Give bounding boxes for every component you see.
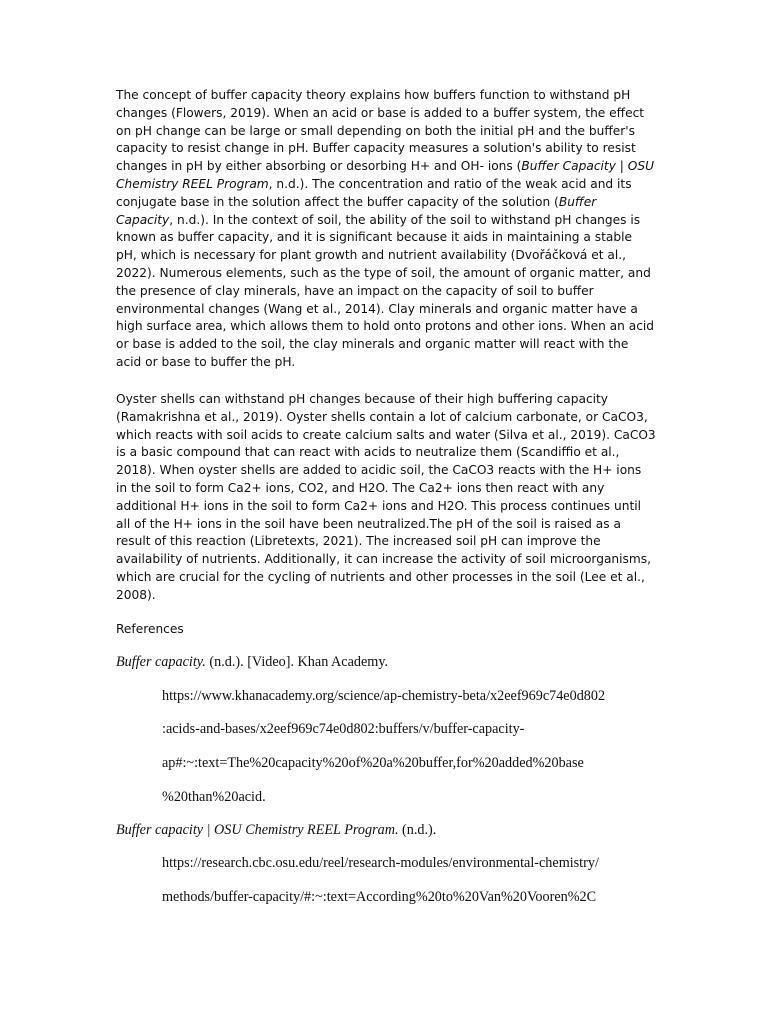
paragraph-text: , n.d.). In the context of soil, the ability of the soil to withstand pH changes is known as buffer capacity, and it is significant because it aids in maintaining a stable pH, which is necessary for plant growth and nutrient availability (Dvořáčková et al., 2022). Numerous elements, such as the type of soil, the amount of organic matter, and the presence of clay minerals, have an impact on the capacity of soil to buffer environmental changes (Wang et al., 2014). Clay minerals and organic matter have a high surface area, which allows them to hold onto protons and other ions. When an acid or base is added to the soil, the clay minerals and organic matter will react with the acid or base to buffer the pH. [116,212,655,369]
reference-url-line: https://www.khanacademy.org/science/ap-chemistry-beta/x2eef969c74e0d802 [162,688,606,704]
reference-title: Buffer capacity. [116,654,206,670]
reference-entry-2 [116,822,436,839]
references-heading: References [116,622,184,636]
paragraph-text: The concept of buffer capacity theory explains how buffers function to withstand pH changes (Flowers, 2019). When an acid or base is added to a buffer system, the effect on pH change can be large or small depending on both the initial pH and the buffer's capacity to resist change in pH. Buffer capacity measures a solution's ability to resist changes in pH by either absorbing or desorbing H+ and OH- ions ( [116,88,645,174]
reference-entry-1 [116,654,388,671]
reference-url-line: ap#:~:text=The%20capacity%20of%20a%20buffer,for%20added%20base [162,755,584,771]
reference-details: (n.d.). [398,822,437,838]
paragraph-text: , n.d.). The concentration and ratio of the weak acid and its conjugate base in the solution affect the buffer capacity of the solution ( [116,176,632,209]
reference-details: (n.d.). [Video]. Khan Academy. [205,654,389,670]
paragraph-oyster-shells: Oyster shells can withstand pH changes because of their high buffering capacity (Ramakrishna et al., 2019). Oyster shells contain a lot of calcium carbonate, or CaCO3, which reacts with soil acids to create calcium salts and water (Silva et al., 2019). CaCO3 is a basic compound that can react with acids to neutralize them (Scandiffio et al., 2018). When oyster shells are added to acidic soil, the CaCO3 reacts with the H+ ions in the soil to form Ca2+ ions, CO2, and H2O. The Ca2+ ions then react with any additional H+ ions in the soil to form Ca2+ ions and H2O. This process continues until all of the H+ ions in the soil have been neutralized.The pH of the soil is raised as a result of this reaction (Libretexts, 2021). The increased soil pH can improve the availability of nutrients. Additionally, it can increase the activity of soil microorganisms, which are crucial for the cycling of nutrients and other processes in the soil (Lee et al., 2008). [116,392,656,602]
citation-italic: Buffer Capacity | OSU Chemistry REEL Program [116,159,655,191]
citation-italic: Buffer Capacity [116,194,597,227]
reference-url-line: methods/buffer-capacity/#:~:text=According%20to%20Van%20Vooren%2C [162,889,597,905]
paragraph-buffer-capacity [116,87,656,372]
reference-url-line: https://research.cbc.osu.edu/reel/research-modules/environmental-chemistry/ [162,855,599,871]
reference-title: Buffer capacity | OSU Chemistry REEL Program. [116,822,399,838]
reference-url-line: :acids-and-bases/x2eef969c74e0d802:buffers/v/buffer-capacity- [162,721,525,737]
reference-url-line: %20than%20acid. [162,789,266,805]
